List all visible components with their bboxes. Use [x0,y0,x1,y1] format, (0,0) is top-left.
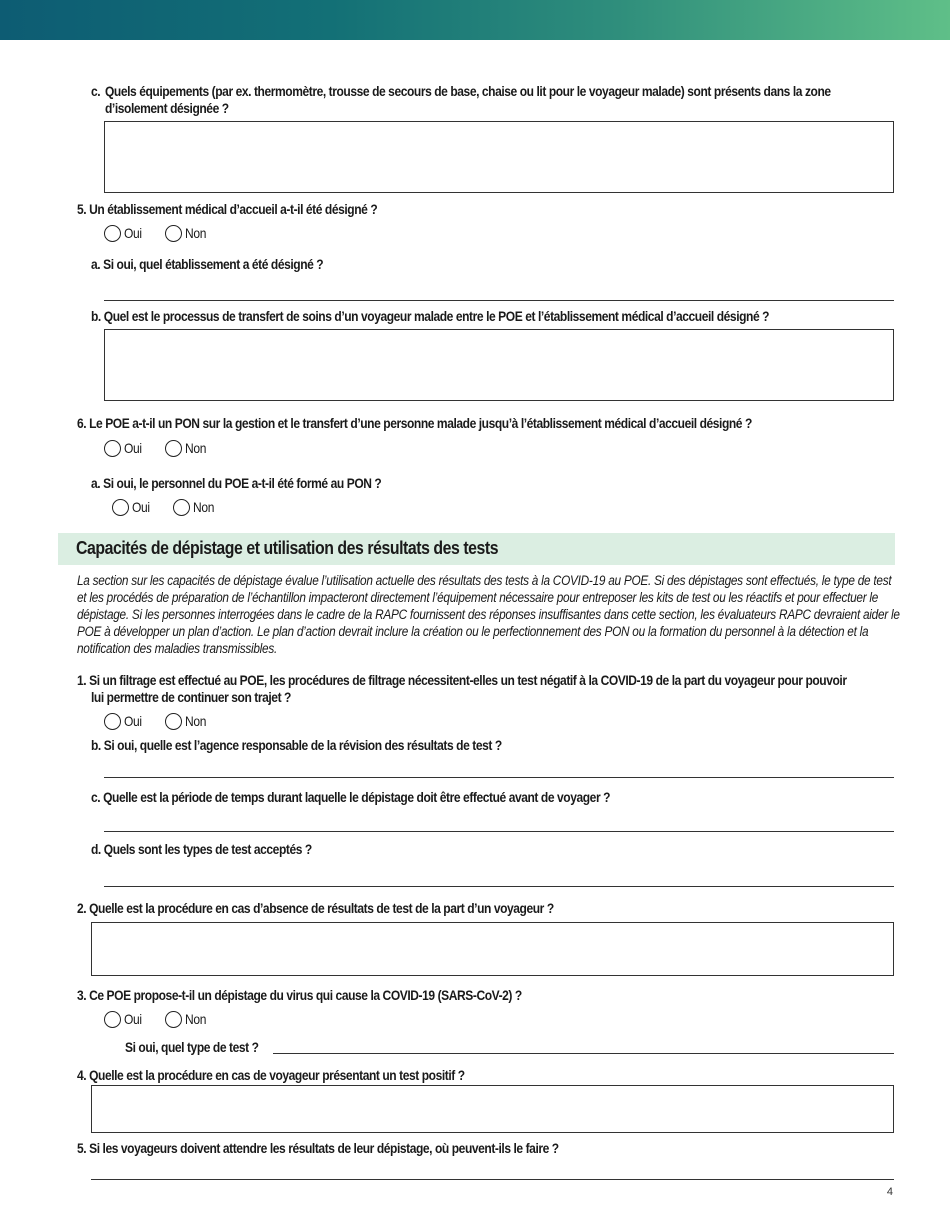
answer-line-s1b[interactable] [104,777,894,778]
radio-s3-no[interactable] [165,1011,209,1028]
screening-q2-text: 2. Quelle est la procédure en cas d’absence de résultats de test de la part d’un voyageur ? [77,900,554,916]
intro-line: POE à développer un plan d’action. Le plan d’action devrait inclure la création ou le perfectionnement des PON ou la formation du personnel à la détection et la [77,624,869,639]
screening-q1-line1: 1. Si un filtrage est effectué au POE, les procédures de filtrage nécessitent-elles un test négatif à la COVID-19 de la part du voyageur pour pouvoir [77,672,847,688]
radio-label: Oui [124,440,142,456]
radio-q5-yes[interactable] [104,225,145,242]
radio-circle[interactable] [112,499,129,516]
radio-label: Oui [124,713,142,729]
radio-group-q5 [104,223,229,243]
answer-box-s2[interactable] [91,922,894,976]
section-header [58,533,895,565]
radio-label: Non [184,440,206,456]
screening-q1b-text: b. Si oui, quelle est l’agence responsable de la révision des résultats de test ? [91,737,502,753]
radio-s3-yes[interactable] [104,1011,145,1028]
intro-line: La section sur les capacités de dépistage évalue l’utilisation actuelle des résultats des tests à la COVID-19 au POE. Si des dépistages sont effectués, le type de test [77,573,892,588]
page-number: 4 [886,1186,893,1198]
radio-group-q6a [112,497,237,517]
radio-s1-no[interactable] [165,713,209,730]
radio-circle[interactable] [104,713,121,730]
intro-line: et les procédés de préparation de l’échantillon impacteront directement l’équipement nécessaire pour entreposer les kits de test ou les réactifs et pour effectuer le [77,590,879,605]
radio-q5-no[interactable] [165,225,209,242]
radio-group-s1 [104,711,229,731]
radio-label: Non [184,225,206,241]
question-4c-text-line2: d’isolement désignée ? [105,100,229,116]
answer-line-s1d[interactable] [104,886,894,887]
header-banner [0,0,950,40]
radio-label: Non [184,713,206,729]
answer-box-5b[interactable] [104,329,894,401]
radio-label: Non [192,499,214,515]
question-6-text: 6. Le POE a-t-il un PON sur la gestion et le transfert d’une personne malade jusqu’à l’établissement médical d’accueil désigné ? [77,415,752,431]
intro-line: dépistage. Si les personnes interrogées dans le cadre de la RAPC fournissent des réponses insuffisantes dans cette section, les évaluateurs RAPC devraient aider le [77,607,900,622]
radio-circle[interactable] [104,440,121,457]
radio-circle[interactable] [104,1011,121,1028]
question-5b-text: b. Quel est le processus de transfert de soins d’un voyageur malade entre le POE et l’établissement médical d’accueil désigné ? [91,308,770,324]
radio-q6-yes[interactable] [104,440,145,457]
radio-label: Oui [132,499,150,515]
answer-line-5a[interactable] [104,300,894,301]
question-5a-text: a. Si oui, quel établissement a été désigné ? [91,256,324,272]
radio-group-q6 [104,438,229,458]
section-intro [77,572,900,657]
question-4c-text-line1: Quels équipements (par ex. thermomètre, trousse de secours de base, chaise ou lit pour le voyageur malade) sont présents dans la zone [105,83,831,99]
screening-q1c-text: c. Quelle est la période de temps durant laquelle le dépistage doit être effectué avant de voyager ? [91,789,611,805]
answer-box-s4[interactable] [91,1085,894,1133]
question-4c-label: c. [91,83,101,99]
screening-q1-line2: lui permettre de continuer son trajet ? [91,689,291,705]
radio-circle[interactable] [165,1011,182,1028]
question-6a-text: a. Si oui, le personnel du POE a-t-il été formé au PON ? [91,475,382,491]
radio-q6a-no[interactable] [173,499,217,516]
radio-q6-no[interactable] [165,440,209,457]
radio-circle[interactable] [165,713,182,730]
answer-line-s3-test-type[interactable] [273,1053,894,1054]
screening-q3-text: 3. Ce POE propose-t-il un dépistage du virus qui cause la COVID-19 (SARS-CoV-2) ? [77,987,522,1003]
radio-label: Non [184,1011,206,1027]
screening-q5-text: 5. Si les voyageurs doivent attendre les résultats de leur dépistage, où peuvent-ils le faire ? [77,1140,559,1156]
radio-circle[interactable] [173,499,190,516]
radio-label: Oui [124,1011,142,1027]
screening-q3-followup-label: Si oui, quel type de test ? [125,1039,259,1055]
question-5-text: 5. Un établissement médical d’accueil a-t-il été désigné ? [77,201,378,217]
radio-s1-yes[interactable] [104,713,145,730]
radio-circle[interactable] [165,225,182,242]
radio-label: Oui [124,225,142,241]
answer-box-4c[interactable] [104,121,894,193]
intro-line: notification des maladies transmissibles. [77,641,277,656]
screening-q1d-text: d. Quels sont les types de test acceptés ? [91,841,312,857]
answer-line-s5[interactable] [91,1179,894,1180]
radio-circle[interactable] [165,440,182,457]
radio-group-s3 [104,1009,229,1029]
radio-circle[interactable] [104,225,121,242]
radio-q6a-yes[interactable] [112,499,153,516]
screening-q4-text: 4. Quelle est la procédure en cas de voyageur présentant un test positif ? [77,1067,465,1083]
section-title: Capacités de dépistage et utilisation des résultats des tests [76,538,499,558]
answer-line-s1c[interactable] [104,831,894,832]
